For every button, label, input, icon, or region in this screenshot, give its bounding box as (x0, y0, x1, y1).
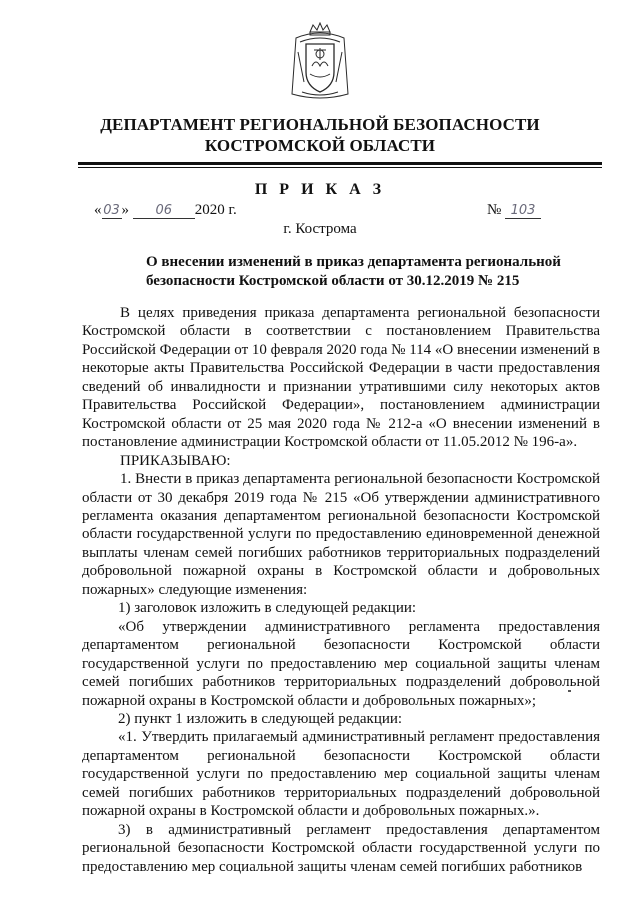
header-rule-thin (78, 167, 602, 168)
subitem-2-text: «1. Утвердить прилагаемый административный регламент предоставления департаментом региональной безопасности Костромской области государственной услуги по предоставлению мер социальной защиты членам семей погибших работников территориальных подразделений добровольной пожарной охраны в Костромской области и добровольных пожарных.». (82, 729, 600, 820)
date-month: 06 (133, 203, 195, 219)
department-name-line2: КОСТРОМСКОЙ ОБЛАСТИ (204, 136, 436, 155)
order-body (82, 304, 600, 876)
coat-of-arms-icon (288, 22, 352, 104)
item-1-paragraph: 1. Внести в приказ департамента региональной безопасности Костромской области от 30 декабря 2019 года № 215 «Об утверждении административного регламента оказания департаментом региональной безопасности Костромской области государственной услуги по предоставлению единовременной денежной выплаты членам семей погибших работников территориальных подразделений добровольной пожарной охраны в Костромской области и добровольных пожарных» следующие изменения: (82, 471, 600, 598)
number-value: 103 (505, 203, 541, 219)
order-title: П Р И К А З (254, 181, 386, 198)
subitem-1-text: «Об утверждении административного регламента предоставления департаментом региональной безопасности Костромской области государственной услуги по предоставлению мер социальной защиты членам семей погибших работников территориальных подразделений добровольной пожарной охраны в Костромской области и добровольных пожарных»; (82, 618, 600, 709)
department-name-line1: ДЕПАРТАМЕНТ РЕГИОНАЛЬНОЙ БЕЗОПАСНОСТИ (100, 115, 540, 134)
preamble-paragraph: В целях приведения приказа департамента региональной безопасности Костромской области в соответствии с постановлением Правительства Российской Федерации от 10 февраля 2020 года № 114 «О внесении изменений в некоторые акты Правительства Российской Федерации в части предоставления сведений об инвалидности и признании утратившими силу некоторых актов Правительства Российской Федерации», постановлением администрации Костромской области от 25 мая 2020 года № 212-а «О внесении изменений в постановление администрации Костромской области от 11.05.2012 № 196-а». (82, 305, 600, 451)
number-label: № (487, 202, 502, 218)
subitem-1-heading: 1) заголовок изложить в следующей редакции: (118, 600, 417, 617)
order-date (94, 202, 237, 219)
date-open-quote: « (94, 202, 102, 218)
order-word: ПРИКАЗЫВАЮ: (120, 452, 231, 469)
subitem-3-text: 3) в административный регламент предоставления департаментом региональной безопасности Костромской области государственной услуги по предоставлению мер социальной защиты членам семей погибших работников (82, 821, 600, 875)
order-subject: О внесении изменений в приказ департамента региональной безопасности Костромской области от 30.12.2019 № 215 (146, 254, 561, 289)
scan-speck (568, 690, 571, 692)
date-day: 03 (103, 203, 120, 218)
date-year: 2020 г. (194, 202, 237, 218)
order-number (487, 202, 541, 219)
header-rule-thick (78, 162, 602, 165)
date-close-quote: » (121, 202, 129, 218)
city: г. Кострома (283, 221, 357, 237)
subitem-2-heading: 2) пункт 1 изложить в следующей редакции: (118, 710, 403, 727)
